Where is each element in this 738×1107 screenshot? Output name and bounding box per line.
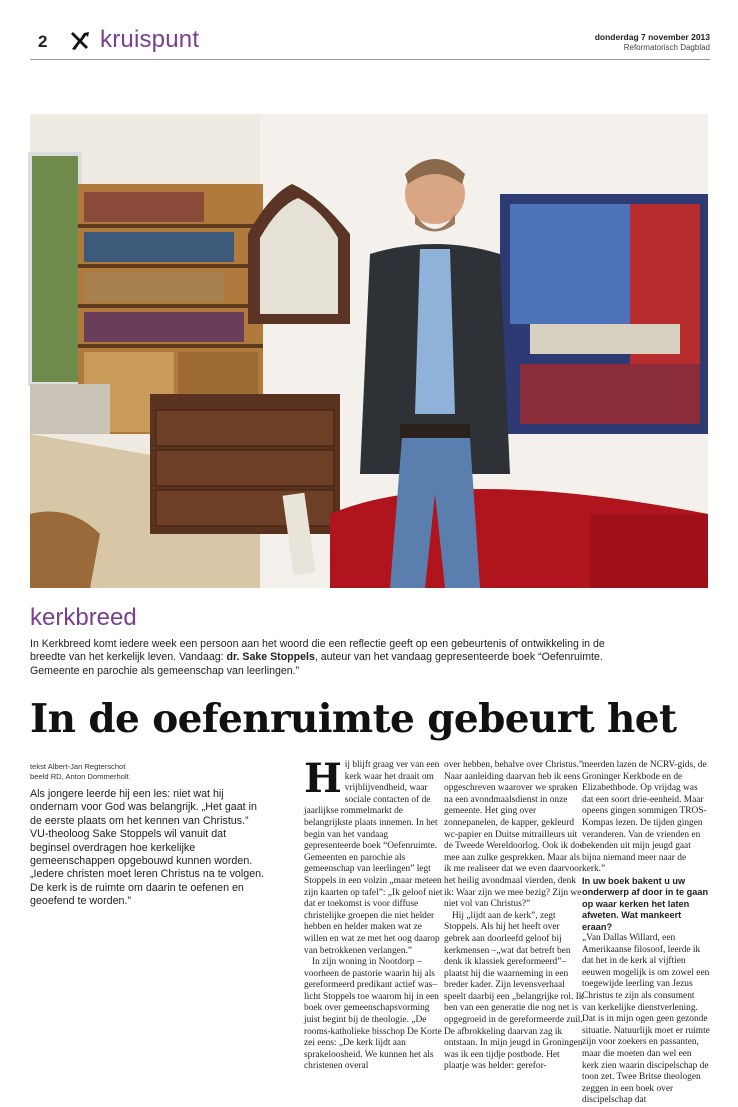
body-column-1 <box>304 755 444 1073</box>
interview-question: In uw boek bakent u uw onderwerp af door in te gaan op waar kerken het laten afweten. Wat mankeert eraan? <box>582 875 709 932</box>
body-column-3 <box>582 760 710 1107</box>
body-paragraph: over hebben, behalve over Christus.” Naar aanleiding daarvan heb ik eens opgeschreven waarover we spraken na een avondmaalsdienst in onze gemeente. Het ging over zonnepanelen, de kapper, gekleurd wc-papier en Duitse mitrailleurs uit de Tweede Wereldoorlog. Ook ik doe mee aan zulke gesprekken. Maar als ik me realiseer dat we even daarvoor het heilig avondmaal vierden, denk ik: Waar zijn we mee bezig? Zijn we niet vol van Christus?” <box>444 760 584 910</box>
section-title: kruispunt <box>100 26 200 53</box>
drop-cap: H <box>304 755 342 802</box>
portrait-photo <box>30 114 708 588</box>
rubric-intro-suffix: , auteur van het vandaag gepresenteerde boek “Oefenruimte. Gemeente en parochie als gemeenschap van leerlingen.” <box>30 651 603 677</box>
body-paragraph: In zijn woning in Nootdorp –voorheen de pastorie waarin hij als gereformeerd predikant actief was– licht Stoppels toe waarom hij in een boek over gemeenschapsvorming juist begint bij de theologie. „De rooms-katholieke bisschop De Korte zei eens: „De kerk lijdt aan sprakeloosheid. We kunnen het als christenen overal <box>304 957 442 1072</box>
page-meta <box>595 32 710 52</box>
newspaper-name: Reformatorisch Dagblad <box>623 43 710 52</box>
rubric-intro-name: dr. Sake Stoppels <box>226 651 315 664</box>
body-paragraph: „Van Dallas Willard, een Amerikaanse filosoof, leerde ik dat het in de kerk al vijftien eeuwen mogelijk is om zowel een toegewijde leerling van Jezus Christus te zijn als consument van kerkelijke dienstverlening. Dat is in mijn ogen geen gezonde situatie. Natuurlijk moet er ruimte zijn voor zoekers en passanten, maar die moeten dan wel een kerk zien waarin discipelschap de toon zet. Twee Britse theologen zeggen in een boek over discipelschap dat <box>582 932 710 1106</box>
rubric-intro-prefix: In Kerkbreed komt iedere week een persoon aan het woord die een reflectie geeft op een gebeurtenis of ontwikkeling in de breedte van het kerkelijk leven. Vandaag: <box>30 638 605 664</box>
text-credit: tekst Albert-Jan Regterschot <box>30 762 126 771</box>
page-number: 2 <box>38 32 48 51</box>
body-column-2 <box>444 760 584 1073</box>
kruispunt-logo-icon <box>68 30 90 52</box>
body-paragraph: meerden lazen de NCRV-gids, de Groninger Kerkbode en de Elizabethbode. Op vrijdag was dat een soort drie-eenheid. Maar opeens gingen sommigen TROS-Kompas lezen. De tijden gingen veranderen. Van de vrienden en bekenden uit mijn jeugd gaat bijna niemand meer naar de kerk.” <box>582 760 707 875</box>
article-lead: Als jongere leerde hij een les: niet wat hij ondernam voor God was belangrijk. „Het gaat in de eerste plaats om het kennen van Christus.” VU-theoloog Sake Stoppels wil vanuit dat beginsel overdragen hoe kerkelijke gemeenschappen opgebouwd kunnen worden. „Iedere christen moet leren Christus na te volgen. De kerk is de ruimte om daarin te oefenen en geoefend te worden.” <box>30 788 265 908</box>
body-paragraph: Hij „lijdt aan de kerk”, zegt Stoppels. Als hij het heeft over gebrek aan doorleefd geloof bij kerkmensen –„wat dat betreft ben denk ik klassiek gereformeerd”– plaatst hij die waarneming in een breder kader. Zijn levensverhaal speelt daarbij een „belangrijke rol. Ik ben van een generatie die nog net is opgegroeid in de gereformeerde zuil. De afbrokkeling daarvan zag ik ontstaan. In mijn jeugd in Groningen was ik een tijdje postbode. Het plaatje was helder: gerefor- <box>444 910 584 1072</box>
photo-credit: beeld RD, Anton Dommerholt <box>30 772 129 781</box>
article-credits <box>30 762 129 782</box>
article-headline: In de oefenruimte gebeurt het <box>30 696 677 742</box>
rubric-title: kerkbreed <box>30 604 137 631</box>
body-paragraph: ij blijft graag ver van een kerk waar het draait om vrijblijvendheid, waar sociale contacten of de jaarlijkse rommelmarkt de belangrijkste plaats innemen. In het begin van het vandaag gepresenteerde boek “Oefenruimte. Gemeenten en parochie als gemeenschap van leerlingen” legt Stoppels in een volzin „maar meteen zijn kaarten op tafel”: „Ik geloof niet dat er toekomst is voor diffuse christelijke groepen die niet helder hebben en helder maken wat ze willen en wat ze met het oog daarop van betrokkenen verlangen.” <box>304 760 443 956</box>
issue-date: donderdag 7 november 2013 <box>594 32 710 42</box>
rubric-intro <box>30 638 630 678</box>
page-header <box>30 26 710 60</box>
